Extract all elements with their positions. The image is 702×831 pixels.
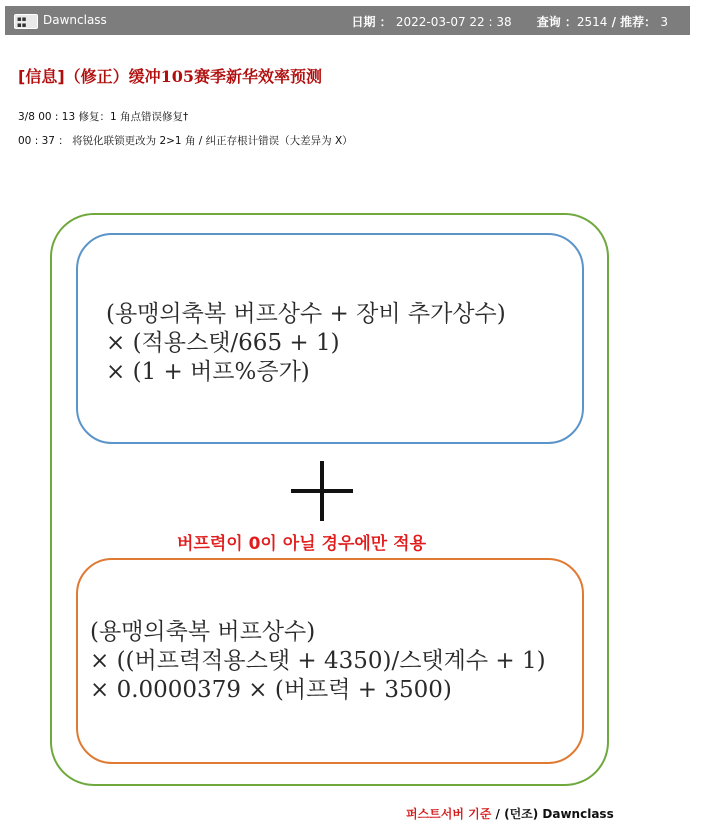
image-caption	[406, 805, 614, 822]
bottom-formula-line-3: × 0.0000379 × (버프력 + 3500)	[90, 677, 452, 703]
title-tag: [信息]	[18, 67, 65, 86]
condition-text: 버프력이 0이 아닐 경우에만 적용	[177, 534, 426, 554]
bottom-formula-line-1: (용맹의축복 버프상수)	[90, 619, 316, 645]
views-value: 2514	[576, 15, 608, 29]
bottom-formula	[90, 618, 546, 705]
post-title	[18, 64, 322, 87]
date-label: 日期 ：	[351, 15, 392, 29]
title-fix: （修正）	[64, 67, 129, 86]
author-name[interactable]: Dawnclass	[43, 13, 107, 27]
top-formula-line-1: (용맹의축복 버프상수 + 장비 추가상수)	[106, 301, 506, 327]
update-note-1: 3/8 00 : 13 修复：1 角点错误修复†	[18, 111, 189, 123]
caption-credit: (던조) Dawnclass	[504, 807, 614, 821]
post-meta	[351, 13, 668, 30]
caption-server: 퍼스트서버 기준	[406, 807, 492, 821]
site-logo-icon: ▪▪ ▪▪	[14, 14, 38, 29]
title-text: 缓冲105赛季新华效率预测	[128, 67, 323, 86]
post-header-bar	[5, 6, 690, 35]
plus-icon	[291, 461, 353, 523]
caption-separator: /	[491, 807, 505, 821]
recommend-value: 3	[660, 15, 668, 29]
views-label: 查询 ：	[536, 15, 577, 29]
top-formula-line-3: × (1 + 버프%증가)	[106, 359, 310, 385]
bottom-formula-line-2: × ((버프력적용스탯 + 4350)/스탯계수 + 1)	[90, 648, 546, 674]
top-formula-line-2: × (적용스탯/665 + 1)	[106, 330, 340, 356]
update-note-2: 00 : 37 ： 将锐化联锁更改为 2>1 角 / 纠正存根计错误（大差异为 X）	[18, 135, 353, 147]
date-value: 2022-03-07 22 : 38	[395, 15, 512, 29]
recommend-label: / 推荐：	[607, 15, 661, 29]
top-formula	[106, 300, 506, 387]
